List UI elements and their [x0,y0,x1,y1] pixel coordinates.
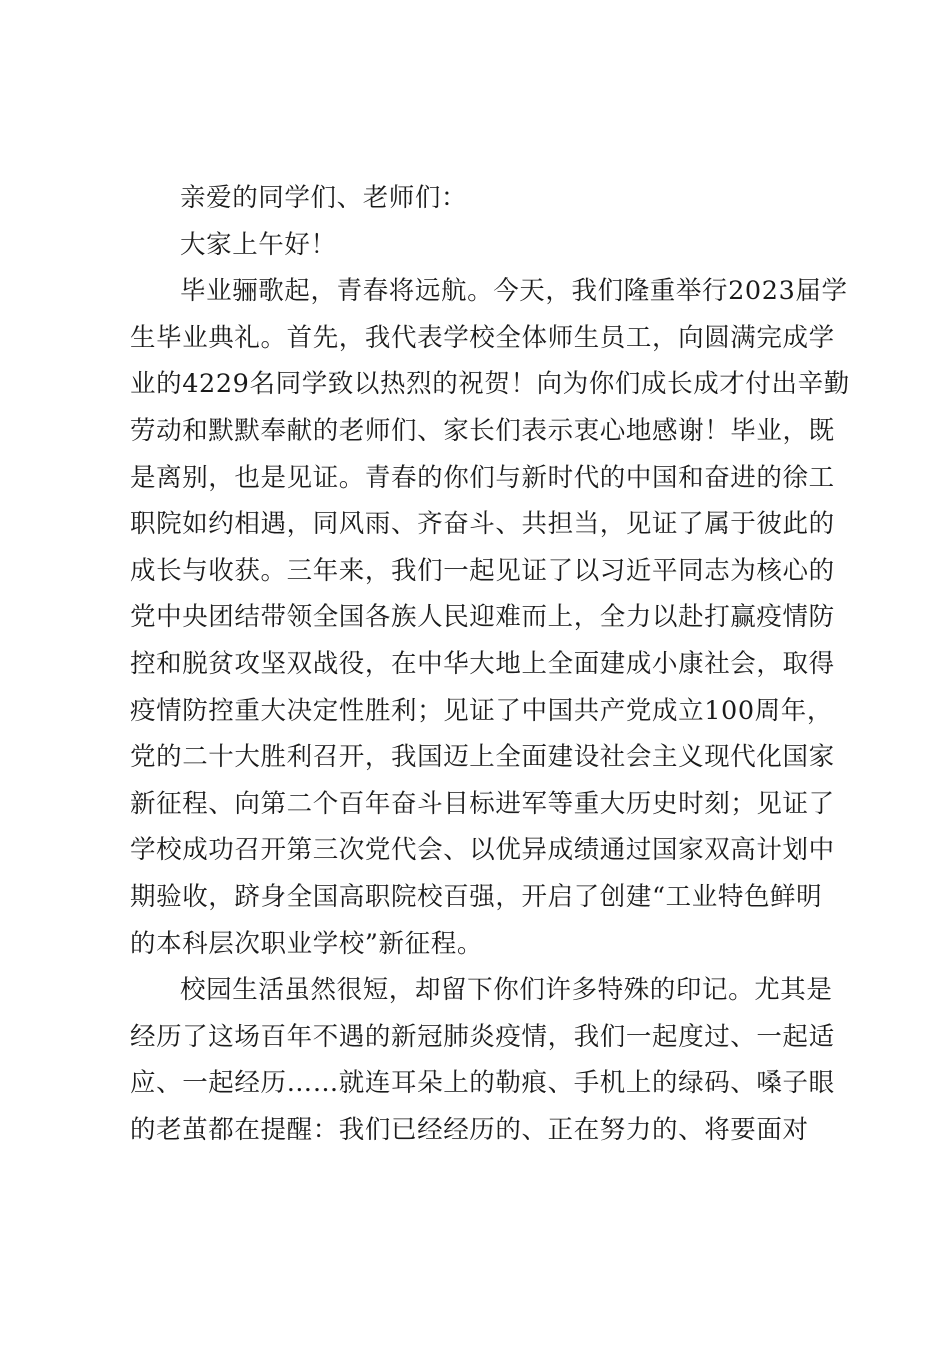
greeting: 大家上午好！ [180,229,337,260]
paragraph-2 [130,967,835,1153]
paragraph-line: 职院如约相遇，同风雨、齐奋斗、共担当，见证了属于彼此的 [130,509,835,540]
paragraph-line: 业的4229名同学致以热烈的祝贺！向为你们成长成才付出辛勤 [130,369,850,400]
paragraph-line: 党的二十大胜利召开，我国迈上全面建设社会主义现代化国家 [130,742,835,773]
speech-body [130,175,850,1153]
paragraph-line: 是离别，也是见证。青春的你们与新时代的中国和奋进的徐工 [130,462,835,493]
paragraph-line: 的本科层次职业学校”新征程。 [130,928,483,959]
paragraph-line: 成长与收获。三年来，我们一起见证了以习近平同志为核心的 [130,555,835,586]
paragraph-line: 学校成功召开第三次党代会、以优异成绩通过国家双高计划中 [130,835,835,866]
paragraph-line: 控和脱贫攻坚双战役，在中华大地上全面建成小康社会，取得 [130,648,835,679]
paragraph-line: 校园生活虽然很短，却留下你们许多特殊的印记。尤其是 [180,975,833,1006]
salutation: 亲爱的同学们、老师们： [180,183,468,213]
paragraph-line: 党中央团结带领全国各族人民迎难而上，全力以赴打赢疫情防 [130,602,835,633]
paragraph-line: 毕业骊歌起，青春将远航。今天，我们隆重举行2023届学 [180,276,848,307]
paragraph-line: 劳动和默默奉献的老师们、家长们表示衷心地感谢！毕业，既 [130,415,835,446]
paragraph-1 [130,268,850,967]
paragraph-line: 期验收，跻身全国高职院校百强，开启了创建“工业特色鲜明 [130,881,823,912]
paragraph-line: 新征程、向第二个百年奋斗目标进军等重大历史时刻；见证了 [130,788,835,819]
paragraph-line: 经历了这场百年不遇的新冠肺炎疫情，我们一起度过、一起适 [130,1021,835,1052]
paragraph-line: 生毕业典礼。首先，我代表学校全体师生员工，向圆满完成学 [130,322,835,353]
paragraph-line: 的老茧都在提醒：我们已经经历的、正在努力的、将要面对 [130,1114,809,1145]
paragraph-line: 应、一起经历……就连耳朵上的勒痕、手机上的绿码、嗓子眼 [130,1068,835,1099]
paragraph-line: 疫情防控重大决定性胜利；见证了中国共产党成立100周年， [130,695,833,726]
